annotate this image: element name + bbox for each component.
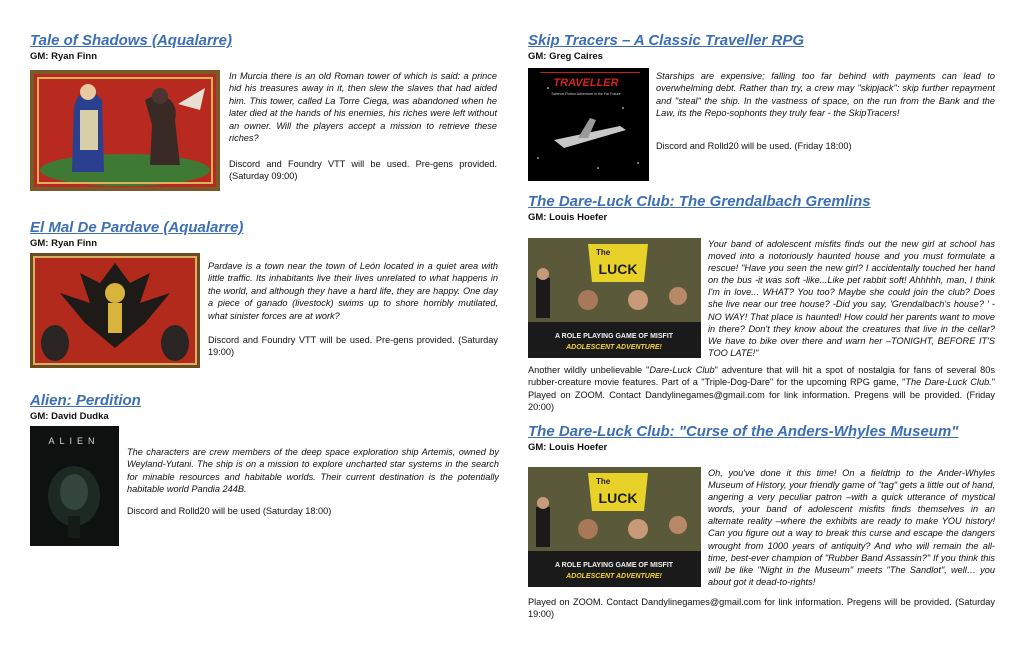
game-note: Discord and Foundry VTT will be used. Pre-gens provided. (Saturday 09:00) — [229, 159, 497, 182]
note-italic-1: Dare-Luck Club — [649, 365, 715, 375]
tale-of-shadows-image — [30, 70, 220, 191]
game-gm: GM: Ryan Finn — [30, 238, 98, 249]
game-title: The Dare-Luck Club: The Grendalbach Gremlins — [528, 193, 871, 210]
game-note: Played on ZOOM. Contact Dandylinegames@gmail.com for link information. Pregens will be provided. (Saturday 19:00) — [528, 597, 995, 620]
note-part-b: " adventure that will hit a spot of nostalgia for fans of several 80s rubber-creature movie features. Part of a "Triple-Dog-Dare" for the upcoming RPG game, " — [528, 365, 995, 388]
game-note: Discord and Rolld20 will be used (Saturday 18:00) — [127, 506, 332, 516]
game-gm: GM: Louis Hoefer — [528, 442, 608, 453]
dare-luck-the-text: The — [596, 248, 611, 257]
game-gm: GM: David Dudka — [30, 411, 109, 422]
traveller-logo-text: TRAVELLER — [553, 77, 619, 89]
traveller-subtext: Science-Fiction Adventure in the Far Future — [551, 92, 621, 96]
game-note: Discord and Foundry VTT will be used. Pre-gens provided. (Saturday 19:00) — [208, 335, 498, 358]
dare-luck-logo-text: LUCK — [598, 261, 638, 277]
note-part-a: Another wildly unbelievable " — [528, 365, 650, 375]
game-tale-of-shadows — [30, 32, 500, 62]
game-note: Discord and Rolld20 will be used. (Friday 18:00) — [656, 141, 852, 151]
el-mal-de-pardave-image — [30, 253, 200, 368]
game-gm: GM: Ryan Finn — [30, 51, 98, 62]
game-el-mal-de-pardave — [30, 219, 500, 249]
game-description: Your band of adolescent misfits finds out the new girl at school has moved into a notoriously haunted house and you must formulate a rescue! "Have you seen the new girl? I accidentally touched her hand on the bus -it was soft -like...Like pet rabbit soft! Ahhhhh, man, I think I'm in love... WHAT? You too? Maybe she could join the club? Does she live near our tree house? -Did you say, 'Grendalbach's house? ' -NO WAY! That place is haunted! How could her parents want to move in there? Don't they know about the creatures that live in the cellar? We have to bike over there and warn her –TONIGHT, BEFORE IT'S TOO LATE!" — [708, 239, 995, 358]
game-description: The characters are crew members of the deep space exploration ship Artemis, owned by Weyland-Yutani. The ship is on a mission to explore uncharted star systems in the search for minable resources and habitable worlds. Their current destination is the potentially habitable world Pandia 244B. — [127, 447, 499, 495]
game-description: Oh, you've done it this time! On a fieldtrip to the Ander-Whyles Museum of History, your friendly game of "tag" gets a little out of hand, angering a very peculiar patron –with a quick utterance of mystical words, your band of adolescent misfits finds themselves in an alternate reality –where the exhibits are ready to make YOU history! Can you figure out a way to break this curse and escape the dangers wrought from 1000 years of antiquity? And who will remain the all-time, best-ever champion of "Rubber Band Assassin?" If you think this will be like "Night in the Museum" meets "The Sandlot", well… you about got it dead-to-rights! — [708, 468, 995, 587]
game-title: Tale of Shadows (Aqualarre) — [30, 32, 232, 49]
game-description: Pardave is a town near the town of León located in a quiet area with little traffic. Its inhabitants live their lives unrelated to what happens in the world, and although they have a hard life, they are happy. One day a piece of ganado (livestock) swims up to shore horribly mutilated, what sinister forces are at work? — [208, 261, 498, 321]
dare-luck-tagline-2: ADOLESCENT ADVENTURE! — [566, 573, 662, 580]
dare-luck-image-1 — [528, 238, 701, 358]
dare-luck-tagline-1: A ROLE PLAYING GAME OF MISFIT — [554, 562, 674, 569]
note-italic-2: The Dare-Luck Club. — [905, 377, 992, 388]
game-gm: GM: Greg Caires — [528, 51, 603, 62]
game-title: El Mal De Pardave (Aqualarre) — [30, 219, 244, 236]
skip-tracers-image — [528, 68, 649, 181]
game-description: In Murcia there is an old Roman tower of which is said: a prince hid his treasures away in it, then slew the slaves that had aided him. This tower, called La Torre Ciega, was abandoned when he later died at the hands of his enemies, his riches were left without an owner. Will the players accept a mission to retrieve these riches? — [229, 71, 497, 144]
alien-logo-text: ALIEN — [48, 436, 100, 446]
game-title: Skip Tracers – A Classic Traveller RPG — [528, 32, 804, 49]
game-title: Alien: Perdition — [30, 392, 141, 409]
alien-perdition-image — [30, 426, 119, 546]
dare-luck-logo-text: LUCK — [598, 490, 638, 506]
dare-luck-tagline-2: ADOLESCENT ADVENTURE! — [566, 344, 662, 351]
game-gm: GM: Louis Hoefer — [528, 212, 608, 223]
game-alien-perdition — [30, 392, 500, 422]
game-grendalbach-gremlins — [528, 193, 998, 223]
dare-luck-tagline-1: A ROLE PLAYING GAME OF MISFIT — [554, 333, 674, 340]
note-part-c: " Played on ZOOM. Contact Dandylinegames@gmail.com for link information. Pregens will be provided. (Friday 20:00) — [528, 377, 995, 413]
game-note — [528, 364, 995, 414]
dare-luck-the-text: The — [596, 477, 611, 486]
game-anders-whyles-museum — [528, 423, 998, 453]
game-description: Starships are expensive; falling too far behind with payments can lead to overwhelming debt. Rather than try, a crew may "skipjack": skip further repayment and "steal" the ship. In the vastness of space, on the run from the Bank and the Law, its the Repo-sophonts they truly fear - the SkipTracers! — [656, 71, 995, 119]
game-skip-tracers — [528, 32, 998, 62]
game-title: The Dare-Luck Club: "Curse of the Anders-Whyles Museum" — [528, 423, 959, 440]
dare-luck-image-2 — [528, 467, 701, 587]
